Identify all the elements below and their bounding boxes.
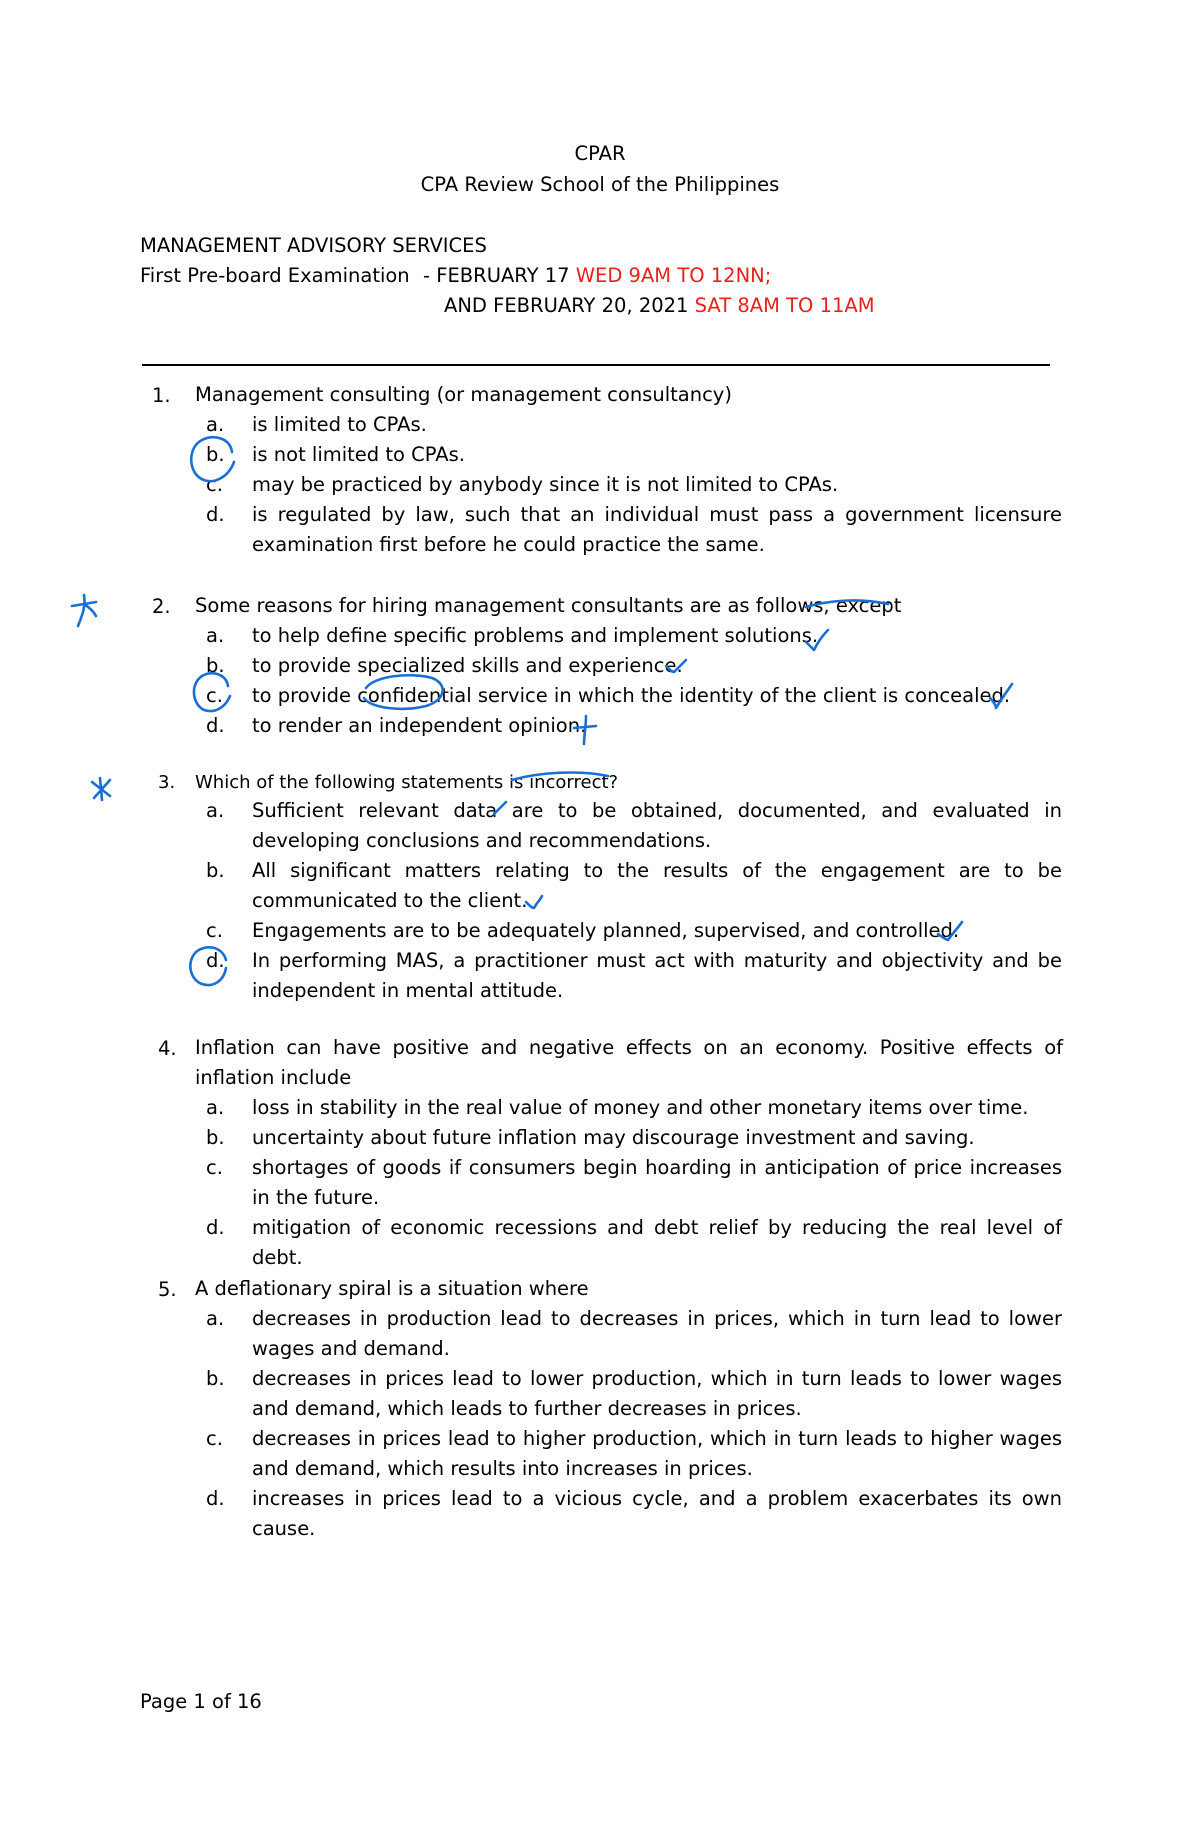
question-text: Inflation can have positive and negative effects on an economy. Positive effects of inflation include xyxy=(195,1036,1063,1089)
exam-title: First Pre-board Examination xyxy=(140,264,410,287)
option-letter: b. xyxy=(206,859,225,882)
option-letter: c. xyxy=(206,473,223,496)
option-text: decreases in prices lead to higher production, which in turn leads to higher wages and demand, which results into increases in prices. xyxy=(252,1427,1062,1480)
option-text: uncertainty about future inflation may discourage investment and saving. xyxy=(252,1126,975,1149)
option-text: may be practiced by anybody since it is not limited to CPAs. xyxy=(252,473,839,496)
option-text: In performing MAS, a practitioner must act with maturity and objectivity and be independent in mental attitude. xyxy=(252,949,1062,1002)
question-number: 2. xyxy=(152,595,171,618)
org-short: CPAR xyxy=(574,142,626,165)
option-letter: a. xyxy=(206,1307,225,1330)
option-text: loss in stability in the real value of money and other monetary items over time. xyxy=(252,1096,1029,1119)
option-letter: b. xyxy=(206,1126,225,1149)
schedule-1-time: WED 9AM TO 12NN; xyxy=(575,264,772,287)
schedule-line-2 xyxy=(444,294,875,317)
org-full: CPA Review School of the Philippines xyxy=(420,173,780,196)
option-letter: b. xyxy=(206,443,225,466)
option-letter: c. xyxy=(206,1427,223,1450)
option-text: to provide specialized skills and experience. xyxy=(252,654,683,677)
option-letter: c. xyxy=(206,684,223,707)
option-letter: a. xyxy=(206,1096,225,1119)
option-text: is not limited to CPAs. xyxy=(252,443,465,466)
option-text: All significant matters relating to the results of the engagement are to be communicated to the client. xyxy=(252,859,1062,912)
option-letter: d. xyxy=(206,949,225,972)
option-letter: a. xyxy=(206,413,225,436)
schedule-2-time: SAT 8AM TO 11AM xyxy=(694,294,875,317)
option-text: is regulated by law, such that an individual must pass a government licensure examination first before he could practice the same. xyxy=(252,503,1062,556)
option-text: decreases in prices lead to lower production, which in turn leads to lower wages and demand, which leads to further decreases in prices. xyxy=(252,1367,1062,1420)
question-number: 3. xyxy=(158,772,176,793)
question-number: 1. xyxy=(152,384,171,407)
asterisk-mark-icon xyxy=(92,778,110,800)
question-text: Some reasons for hiring management consultants are as follows, except xyxy=(195,594,902,617)
option-text: to provide confidential service in which the identity of the client is concealed. xyxy=(252,684,1011,707)
option-letter: a. xyxy=(206,799,225,822)
question-text: A deflationary spiral is a situation where xyxy=(195,1277,589,1300)
page-number: Page 1 of 16 xyxy=(140,1690,262,1713)
option-text: to render an independent opinion. xyxy=(252,714,587,737)
schedule-2-date: AND FEBRUARY 20, 2021 xyxy=(444,294,695,317)
schedule-line-1 xyxy=(423,264,771,287)
question-number: 4. xyxy=(158,1037,177,1060)
star-mark-icon xyxy=(72,595,96,626)
question-text: Which of the following statements is incorrect? xyxy=(195,772,619,793)
option-text: shortages of goods if consumers begin hoarding in anticipation of price increases in the future. xyxy=(252,1156,1062,1209)
option-letter: d. xyxy=(206,1487,225,1510)
option-text: increases in prices lead to a vicious cycle, and a problem exacerbates its own cause. xyxy=(252,1487,1062,1540)
option-letter: d. xyxy=(206,1216,225,1239)
option-letter: d. xyxy=(206,503,225,526)
option-text: mitigation of economic recessions and debt relief by reducing the real level of debt. xyxy=(252,1216,1062,1269)
option-letter: a. xyxy=(206,624,225,647)
option-text: Engagements are to be adequately planned, supervised, and controlled. xyxy=(252,919,960,942)
schedule-1-date: - FEBRUARY 17 xyxy=(423,264,576,287)
question-number: 5. xyxy=(158,1278,177,1301)
option-letter: d. xyxy=(206,714,225,737)
option-text: decreases in production lead to decreases in prices, which in turn lead to lower wages and demand. xyxy=(252,1307,1062,1360)
option-text: is limited to CPAs. xyxy=(252,413,427,436)
option-text: to help define specific problems and implement solutions. xyxy=(252,624,819,647)
subject-title: MANAGEMENT ADVISORY SERVICES xyxy=(140,234,487,257)
option-letter: c. xyxy=(206,1156,223,1179)
question-text: Management consulting (or management consultancy) xyxy=(195,383,732,406)
option-letter: b. xyxy=(206,1367,225,1390)
header-divider xyxy=(142,364,1050,366)
option-text: Sufficient relevant data are to be obtained, documented, and evaluated in developing conclusions and recommendations. xyxy=(252,799,1062,852)
option-letter: b. xyxy=(206,654,225,677)
option-letter: c. xyxy=(206,919,223,942)
